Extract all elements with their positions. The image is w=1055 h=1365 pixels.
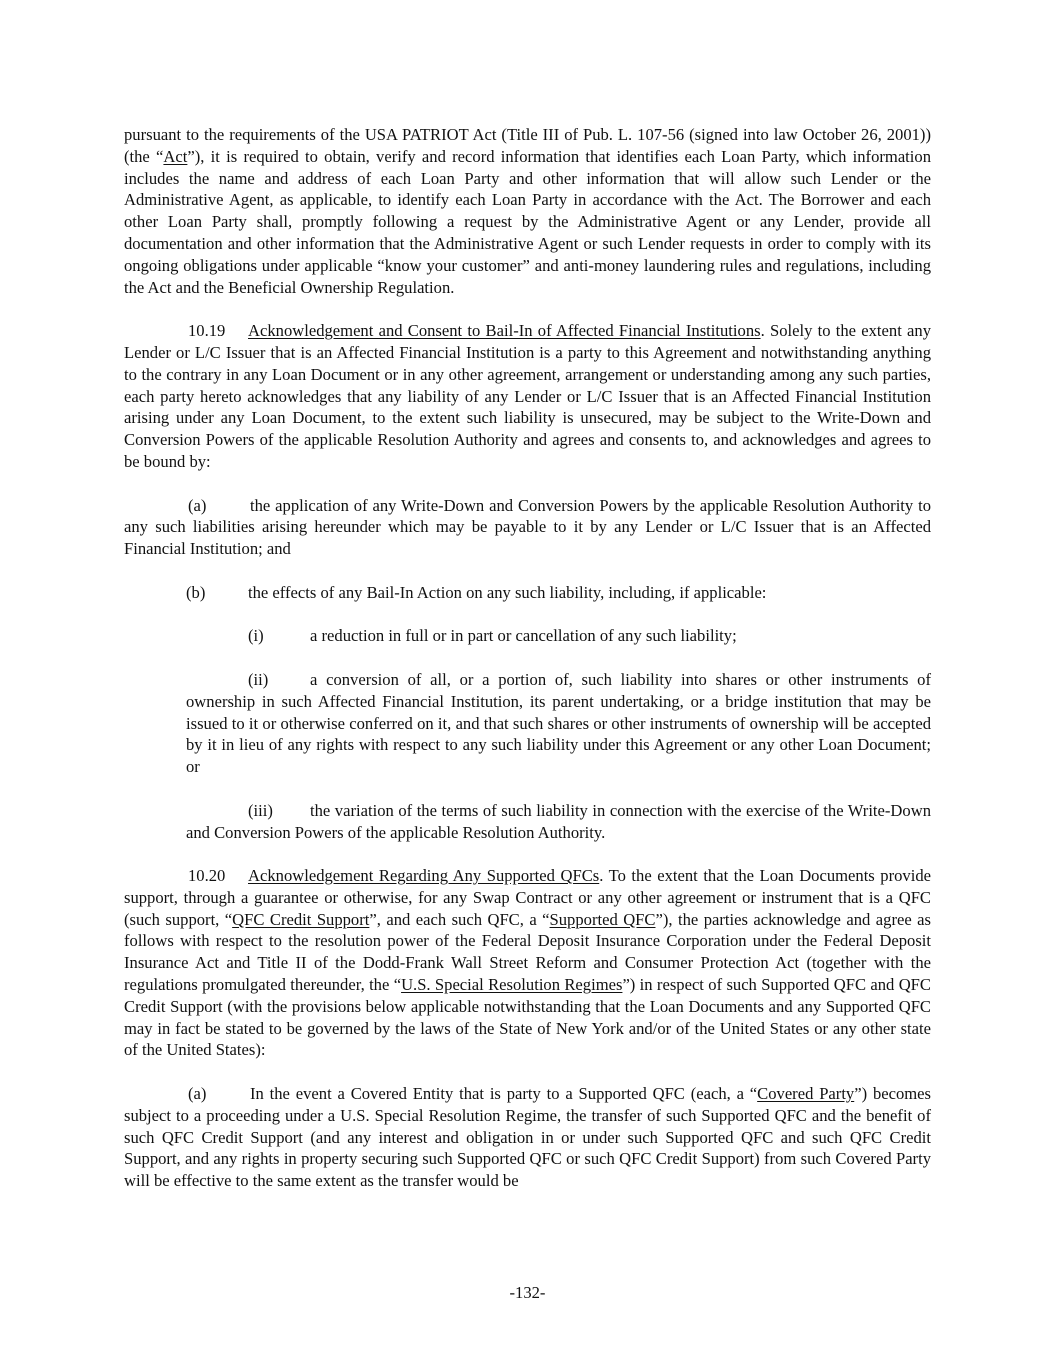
clause-label: (b) [186, 582, 206, 602]
page-number: -132- [509, 1283, 546, 1302]
clause-label: (a) [188, 495, 207, 515]
document-page [124, 124, 931, 1214]
section-10-20: 10.20 Acknowledgement Regarding Any Supported QFCs. To the extent that the Loan Documents provide support, through a guarantee or otherwise, for any Swap Contract or any other agreement or instrument that is a QFC (such support, “QFC Credit Support”, and each such QFC, a “Supported QFC”), the parties acknowledge and agree as follows with respect to the resolution power of the Federal Deposit Insurance Corporation under the Federal Deposit Insurance Act and Title II of the Dodd-Frank Wall Street Reform and Consumer Protection Act (together with the regulations promulgated thereunder, the “U.S. Special Resolution Regimes”) in respect of such Supported QFC and QFC Credit Support (with the provisions below applicable notwithstanding that the Loan Documents and any Supported QFC may in fact be stated to be governed by the laws of the State of New York and/or of the United States or any other state of the United States): [124, 866, 931, 1060]
section-number: 10.19 [188, 321, 226, 341]
defined-term-qfc-credit-support: QFC Credit Support [232, 909, 370, 929]
clause-label: (i) [248, 626, 264, 646]
paragraph-patriot-act: pursuant to the requirements of the USA PATRIOT Act (Title III of Pub. L. 107-56 (signed into law October 26, 2001)) (the “Act”), it is required to obtain, verify and record information that identifies each Loan Party, which information includes the name and address of each Loan Party and other information that will allow such Lender or the Administrative Agent, as applicable, to identify each Loan Party in accordance with the Act. The Borrower and each other Loan Party shall, promptly following a request by the Administrative Agent or any Lender, provide all documentation and other information that the Administrative Agent or such Lender requests in order to comply with its ongoing obligations under applicable “know your customer” and anti-money laundering rules and regulations, including the Act and the Beneficial Ownership Regulation. [124, 125, 931, 297]
section-heading: Acknowledgement and Consent to Bail-In of Affected Financial Institutions [248, 321, 761, 341]
defined-term-covered-party: Covered Party [757, 1084, 855, 1104]
clause-label: (a) [188, 1084, 207, 1104]
clause-b: (b) the effects of any Bail-In Action on any such liability, including, if applicable: [186, 582, 767, 602]
clause-a-covered-party: (a) In the event a Covered Entity that is party to a Supported QFC (each, a “Covered Party”) becomes subject to a proceeding under a U.S. Special Resolution Regime, the transfer of such Supported QFC and the benefit of such QFC Credit Support (and any interest and obligation in or under such Supported QFC and such QFC Credit Support, and any rights in property securing such Supported QFC or such QFC Credit Support) from such Covered Party will be effective to the same extent as the transfer would be [124, 1084, 932, 1191]
defined-term-act: Act [163, 146, 188, 166]
subclause-i: (i) a reduction in full or in part or cancellation of any such liability; [248, 626, 737, 646]
subclause-iii: (iii) the variation of the terms of such liability in connection with the exercise of the Write-Down and Conversion Powers of the applicable Resolution Authority. [186, 800, 931, 842]
clause-a: (a) the application of any Write-Down and Conversion Powers by the applicable Resolution Authority to any such liabilities arising hereunder which may be payable to it by any Lender or L/C Issuer that is an Affected Financial Institution; and [124, 495, 931, 559]
section-number: 10.20 [188, 866, 226, 886]
defined-term-supported-qfc: Supported QFC [549, 909, 656, 929]
section-10-19: 10.19 Acknowledgement and Consent to Bail-In of Affected Financial Institutions. Solely to the extent any Lender or L/C Issuer that is an Affected Financial Institution is a party to this Agreement and notwithstanding anything to the contrary in any Loan Document or in any other agreement, arrangement or understanding among any such parties, each party hereto acknowledges that any liability of any Lender or L/C Issuer that is an Affected Financial Institution arising under any Loan Document, to the extent such liability is unsecured, may be subject to the Write-Down and Conversion Powers of the applicable Resolution Authority and agrees and consents to, and acknowledges and agrees to be bound by: [124, 321, 932, 471]
defined-term-us-special-resolution-regimes: U.S. Special Resolution Regimes [401, 975, 623, 995]
clause-label: (ii) [248, 669, 269, 689]
section-heading: Acknowledgement Regarding Any Supported QFCs [248, 866, 600, 886]
subclause-ii: (ii) a conversion of all, or a portion of, such liability into shares or other instruments of ownership in such Affected Financial Institution, its parent undertaking, or a bridge institution that may be issued to it or otherwise conferred on it, and that such shares or other instruments of ownership will be accepted by it in lieu of any rights with respect to any such liability under this Agreement or any other Loan Document; or [186, 669, 931, 777]
clause-label: (iii) [248, 800, 273, 820]
